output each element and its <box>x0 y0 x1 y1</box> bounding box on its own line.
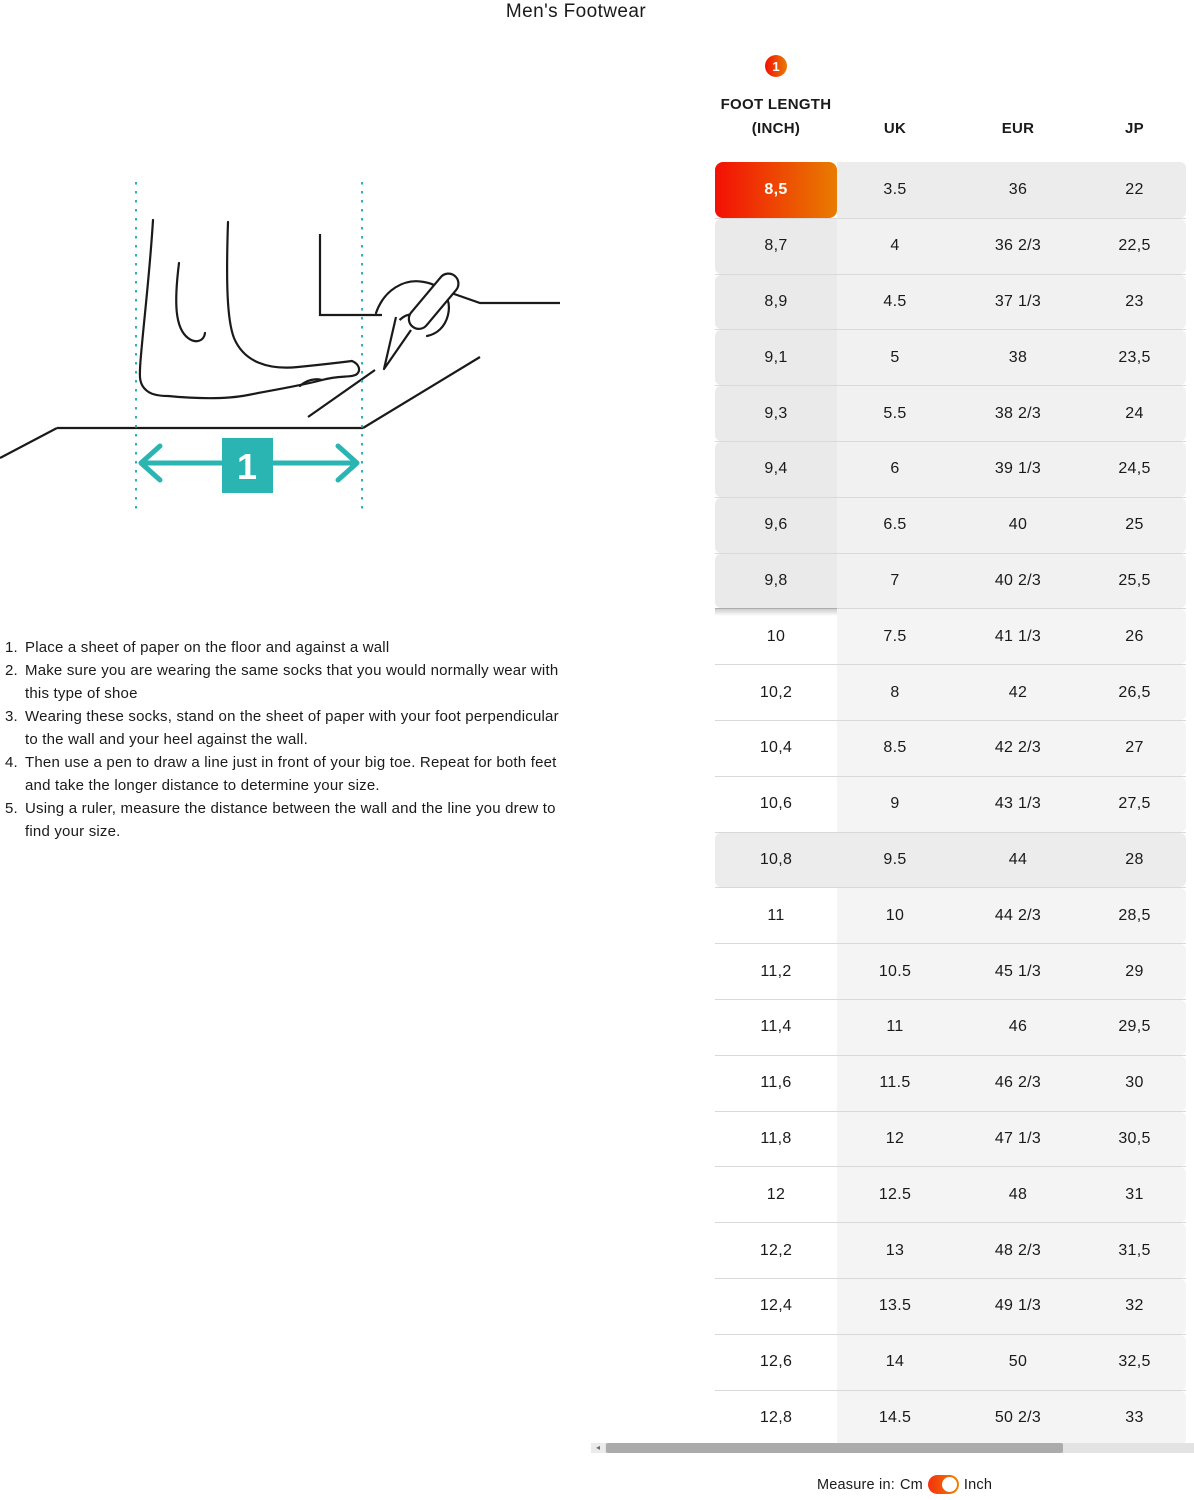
cell-eur: 43 1/3 <box>953 777 1083 832</box>
cell-jp: 26,5 <box>1083 665 1186 720</box>
cell-uk: 10.5 <box>837 944 953 999</box>
cell-uk: 3.5 <box>837 162 953 218</box>
instruction-number: 3. <box>5 708 18 725</box>
table-header-row <box>715 93 1186 141</box>
cell-eur: 40 <box>953 498 1083 553</box>
instruction-item <box>5 659 567 705</box>
cell-eur: 38 <box>953 330 1083 385</box>
selected-size-pill: 8,5 <box>715 162 837 218</box>
measuring-instructions <box>5 636 567 843</box>
instruction-item <box>5 636 567 659</box>
column-header-foot-length <box>715 93 837 141</box>
cell-jp: 30,5 <box>1083 1112 1186 1167</box>
table-row[interactable] <box>715 1111 1186 1167</box>
instruction-text: Using a ruler, measure the distance between the wall and the line you drew to find your size. <box>25 800 556 840</box>
cell-eur: 44 <box>953 833 1083 888</box>
cell-eur: 48 2/3 <box>953 1223 1083 1278</box>
cell-eur: 41 1/3 <box>953 609 1083 664</box>
cell-eur: 37 1/3 <box>953 275 1083 330</box>
cell-eur: 50 <box>953 1335 1083 1390</box>
table-row[interactable] <box>715 1222 1186 1278</box>
paper-outline <box>0 288 560 458</box>
cell-jp: 27 <box>1083 721 1186 776</box>
cell-uk: 7.5 <box>837 609 953 664</box>
cell-eur: 45 1/3 <box>953 944 1083 999</box>
cell-uk: 10 <box>837 888 953 943</box>
cell-jp: 31,5 <box>1083 1223 1186 1278</box>
instruction-number: 2. <box>5 662 18 679</box>
instruction-text: Then use a pen to draw a line just in front of your big toe. Repeat for both feet and take the longer distance to determine your size. <box>25 754 557 794</box>
instruction-number: 5. <box>5 800 18 817</box>
page-title: Men's Footwear <box>505 1 647 22</box>
column-badge: 1 <box>765 55 787 77</box>
cell-eur: 36 <box>953 162 1083 218</box>
cell-foot-length: 10,2 <box>715 665 837 720</box>
cell-jp: 24,5 <box>1083 442 1186 497</box>
table-row[interactable] <box>715 497 1186 553</box>
cell-uk: 6 <box>837 442 953 497</box>
instruction-number: 1. <box>5 639 18 656</box>
cell-eur: 39 1/3 <box>953 442 1083 497</box>
cell-foot-length: 9,3 <box>715 386 837 441</box>
cell-uk: 12.5 <box>837 1167 953 1222</box>
table-row[interactable] <box>715 776 1186 832</box>
toggle-knob <box>942 1477 957 1492</box>
cell-uk: 14 <box>837 1335 953 1390</box>
instruction-item <box>5 797 567 843</box>
column-header-eur: EUR <box>1001 120 1035 137</box>
instruction-text: Place a sheet of paper on the floor and against a wall <box>25 639 390 656</box>
cell-eur: 46 2/3 <box>953 1056 1083 1111</box>
cell-jp: 32,5 <box>1083 1335 1186 1390</box>
cell-uk: 6.5 <box>837 498 953 553</box>
horizontal-scrollbar <box>591 1443 1194 1453</box>
cell-foot-length: 12,6 <box>715 1335 837 1390</box>
cell-jp: 30 <box>1083 1056 1186 1111</box>
cell-uk: 11 <box>837 1000 953 1055</box>
cell-uk: 14.5 <box>837 1391 953 1446</box>
cell-jp: 29 <box>1083 944 1186 999</box>
cell-uk: 13.5 <box>837 1279 953 1334</box>
cell-jp: 22,5 <box>1083 219 1186 274</box>
cell-eur: 36 2/3 <box>953 219 1083 274</box>
cell-jp: 23,5 <box>1083 330 1186 385</box>
cell-foot-length: 10,8 <box>715 833 837 888</box>
measure-unit-control <box>817 1475 992 1494</box>
cell-jp: 25 <box>1083 498 1186 553</box>
instruction-text: Wearing these socks, stand on the sheet of paper with your foot perpendicular to the wall and your heel against the wall. <box>25 708 559 748</box>
cell-jp: 32 <box>1083 1279 1186 1334</box>
pen-tip <box>384 317 411 369</box>
cell-uk: 7 <box>837 554 953 609</box>
wall-lines <box>320 234 382 315</box>
scrollbar-left-arrow-icon[interactable]: ◂ <box>591 1443 605 1453</box>
cell-jp: 31 <box>1083 1167 1186 1222</box>
foot-outline <box>140 220 359 398</box>
table-row[interactable] <box>715 274 1186 330</box>
scrollbar-thumb[interactable] <box>606 1443 1063 1453</box>
table-row[interactable] <box>715 385 1186 441</box>
table-row[interactable] <box>715 162 1186 218</box>
size-table <box>715 45 1186 1445</box>
instruction-text: Make sure you are wearing the same socks that you would normally wear with this type of shoe <box>25 662 559 702</box>
cell-uk: 4.5 <box>837 275 953 330</box>
cell-foot-length: 10 <box>715 609 837 664</box>
instruction-number: 4. <box>5 754 18 771</box>
table-row[interactable] <box>715 1334 1186 1390</box>
cell-jp: 27,5 <box>1083 777 1186 832</box>
table-row[interactable] <box>715 832 1186 888</box>
table-row[interactable] <box>715 441 1186 497</box>
unit-option-inch[interactable]: Inch <box>963 1476 993 1493</box>
cell-eur: 49 1/3 <box>953 1279 1083 1334</box>
cell-foot-length: 11,8 <box>715 1112 837 1167</box>
table-row[interactable] <box>715 943 1186 999</box>
cell-eur: 47 1/3 <box>953 1112 1083 1167</box>
table-row[interactable] <box>715 664 1186 720</box>
cell-eur: 38 2/3 <box>953 386 1083 441</box>
table-row[interactable] <box>715 1278 1186 1334</box>
cell-jp: 25,5 <box>1083 554 1186 609</box>
cell-jp: 28 <box>1083 833 1186 888</box>
column-header-jp: JP <box>1125 120 1144 137</box>
cell-uk: 9 <box>837 777 953 832</box>
column-header-uk: UK <box>883 120 907 137</box>
cell-foot-length: 9,4 <box>715 442 837 497</box>
cell-jp: 29,5 <box>1083 1000 1186 1055</box>
instruction-item <box>5 751 567 797</box>
table-row[interactable] <box>715 1166 1186 1222</box>
cell-jp: 23 <box>1083 275 1186 330</box>
table-body <box>715 162 1186 1445</box>
cell-foot-length: 12,2 <box>715 1223 837 1278</box>
table-row[interactable] <box>715 608 1186 664</box>
measure-in-label: Measure in: <box>817 1476 895 1493</box>
foot-measurement-illustration <box>0 170 560 515</box>
unit-option-cm[interactable]: Cm <box>899 1476 923 1493</box>
cell-eur: 44 2/3 <box>953 888 1083 943</box>
cell-jp: 22 <box>1083 162 1186 218</box>
cell-foot-length: 11,4 <box>715 1000 837 1055</box>
pen-icon <box>405 270 463 333</box>
cell-eur: 50 2/3 <box>953 1391 1083 1446</box>
table-row[interactable] <box>715 329 1186 385</box>
cell-foot-length: 12,4 <box>715 1279 837 1334</box>
cell-uk: 11.5 <box>837 1056 953 1111</box>
cell-foot-length: 11,2 <box>715 944 837 999</box>
table-row[interactable] <box>715 887 1186 943</box>
cell-foot-length: 9,1 <box>715 330 837 385</box>
cell-foot-length: 8,7 <box>715 219 837 274</box>
cell-eur: 42 <box>953 665 1083 720</box>
cell-jp: 28,5 <box>1083 888 1186 943</box>
table-row[interactable] <box>715 720 1186 776</box>
cell-uk: 5 <box>837 330 953 385</box>
cell-foot-length: 12,8 <box>715 1391 837 1446</box>
cell-uk: 5.5 <box>837 386 953 441</box>
cell-uk: 4 <box>837 219 953 274</box>
cell-eur: 46 <box>953 1000 1083 1055</box>
cell-jp: 26 <box>1083 609 1186 664</box>
cell-foot-length: 8,9 <box>715 275 837 330</box>
table-row[interactable] <box>715 1055 1186 1111</box>
cell-foot-length: 9,6 <box>715 498 837 553</box>
cell-eur: 48 <box>953 1167 1083 1222</box>
table-row[interactable] <box>715 1390 1186 1446</box>
table-row[interactable] <box>715 999 1186 1055</box>
cell-uk: 8.5 <box>837 721 953 776</box>
cell-uk: 12 <box>837 1112 953 1167</box>
measure-label-number: 1 <box>236 446 258 487</box>
cell-uk: 9.5 <box>837 833 953 888</box>
cell-foot-length: 9,8 <box>715 554 837 609</box>
cell-foot-length: 11 <box>715 888 837 943</box>
instruction-item <box>5 705 567 751</box>
cell-jp: 33 <box>1083 1391 1186 1446</box>
cell-jp: 24 <box>1083 386 1186 441</box>
table-row[interactable] <box>715 553 1186 609</box>
cell-foot-length: 10,6 <box>715 777 837 832</box>
cell-uk: 13 <box>837 1223 953 1278</box>
column-header-foot-length-line1: FOOT LENGTH <box>720 96 832 113</box>
column-header-foot-length-line2: (INCH) <box>751 120 801 137</box>
cell-foot-length: 11,6 <box>715 1056 837 1111</box>
cell-foot-length: 12 <box>715 1167 837 1222</box>
ankle-line <box>176 263 205 341</box>
cell-eur: 42 2/3 <box>953 721 1083 776</box>
cell-eur: 40 2/3 <box>953 554 1083 609</box>
foot-top-line <box>227 222 352 368</box>
table-row[interactable] <box>715 218 1186 274</box>
cell-foot-length: 10,4 <box>715 721 837 776</box>
cell-uk: 8 <box>837 665 953 720</box>
scrollbar-track[interactable] <box>605 1443 1194 1453</box>
unit-toggle-switch[interactable] <box>928 1475 959 1494</box>
